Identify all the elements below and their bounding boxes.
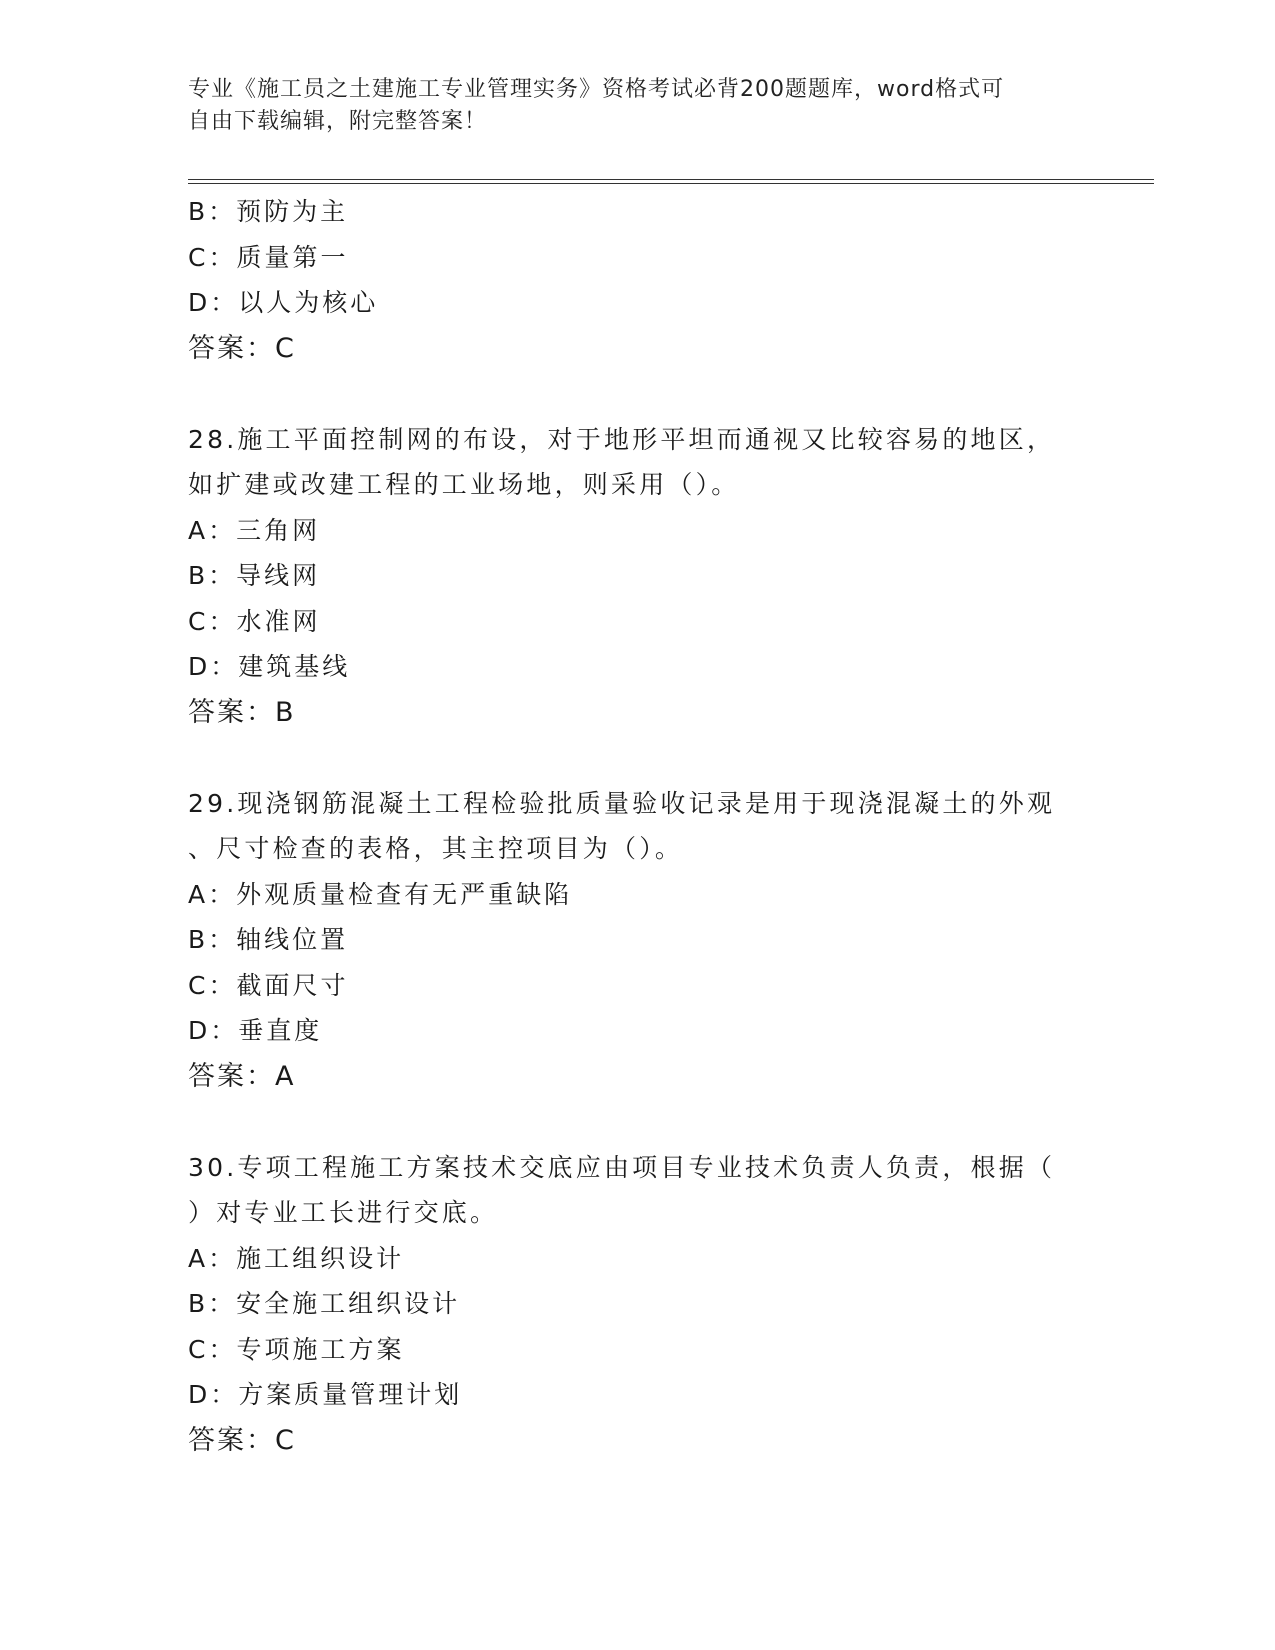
option-c: C：专项施工方案	[188, 1334, 405, 1364]
question-text-line: 29.现浇钢筋混凝土工程检验批质量验收记录是用于现浇混凝土的外观	[188, 788, 1056, 818]
question-30	[188, 1145, 1088, 1464]
document-body	[188, 189, 1088, 1463]
question-28	[188, 417, 1088, 736]
option-d: D：建筑基线	[188, 652, 351, 681]
option-b: B：导线网	[188, 561, 321, 590]
option-c: C：质量第一	[188, 242, 349, 272]
spacer	[188, 735, 1088, 781]
answer: 答案：A	[188, 1060, 296, 1092]
question-29	[188, 781, 1088, 1100]
option-a: A：施工组织设计	[188, 1243, 405, 1273]
question-text-line: 30.专项工程施工方案技术交底应由项目专业技术负责人负责，根据（	[188, 1152, 1056, 1182]
option-b: B：安全施工组织设计	[188, 1289, 461, 1318]
header-line-1: 专业《施工员之土建施工专业管理实务》资格考试必背200题题库，word格式可	[188, 77, 1005, 102]
question-text-line: ）对专业工长进行交底。	[188, 1198, 499, 1227]
question-27-tail	[188, 189, 1088, 371]
question-text	[188, 781, 1088, 872]
header-rule-top	[188, 179, 1154, 180]
option-c: C：水准网	[188, 606, 321, 636]
option-c: C：截面尺寸	[188, 970, 349, 1000]
answer: 答案：C	[188, 332, 296, 364]
option-a: A：三角网	[188, 515, 321, 545]
option-d: D：垂直度	[188, 1016, 323, 1045]
answer: 答案：C	[188, 1424, 296, 1456]
option-d: D：以人为核心	[188, 288, 379, 317]
question-text	[188, 1145, 1088, 1236]
option-b: B：轴线位置	[188, 925, 349, 954]
spacer	[188, 1099, 1088, 1145]
question-text-line: 如扩建或改建工程的工业场地，则采用（）。	[188, 470, 740, 499]
header-rule-bottom	[188, 183, 1154, 184]
document-header	[188, 74, 1068, 138]
option-a: A：外观质量检查有无严重缺陷	[188, 879, 573, 909]
option-b: B：预防为主	[188, 197, 349, 226]
answer: 答案：B	[188, 696, 296, 728]
question-text-line: 28.施工平面控制网的布设，对于地形平坦而通视又比较容易的地区，	[188, 424, 1056, 454]
question-text	[188, 417, 1088, 508]
spacer	[188, 371, 1088, 417]
question-text-line: 、尺寸检查的表格，其主控项目为（）。	[188, 834, 684, 863]
option-d: D：方案质量管理计划	[188, 1380, 463, 1409]
header-line-2: 自由下载编辑，附完整答案！	[188, 109, 488, 134]
